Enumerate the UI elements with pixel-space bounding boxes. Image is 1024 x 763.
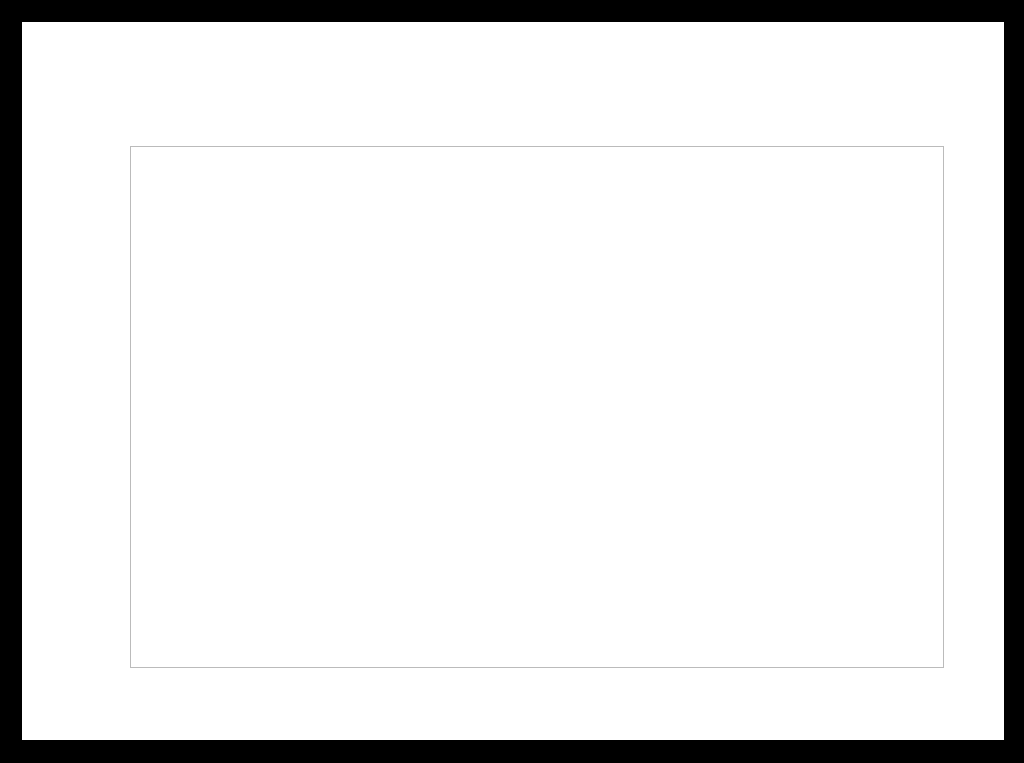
census-form — [130, 146, 944, 668]
scanned-page — [22, 22, 1004, 740]
form-grid — [131, 147, 943, 667]
